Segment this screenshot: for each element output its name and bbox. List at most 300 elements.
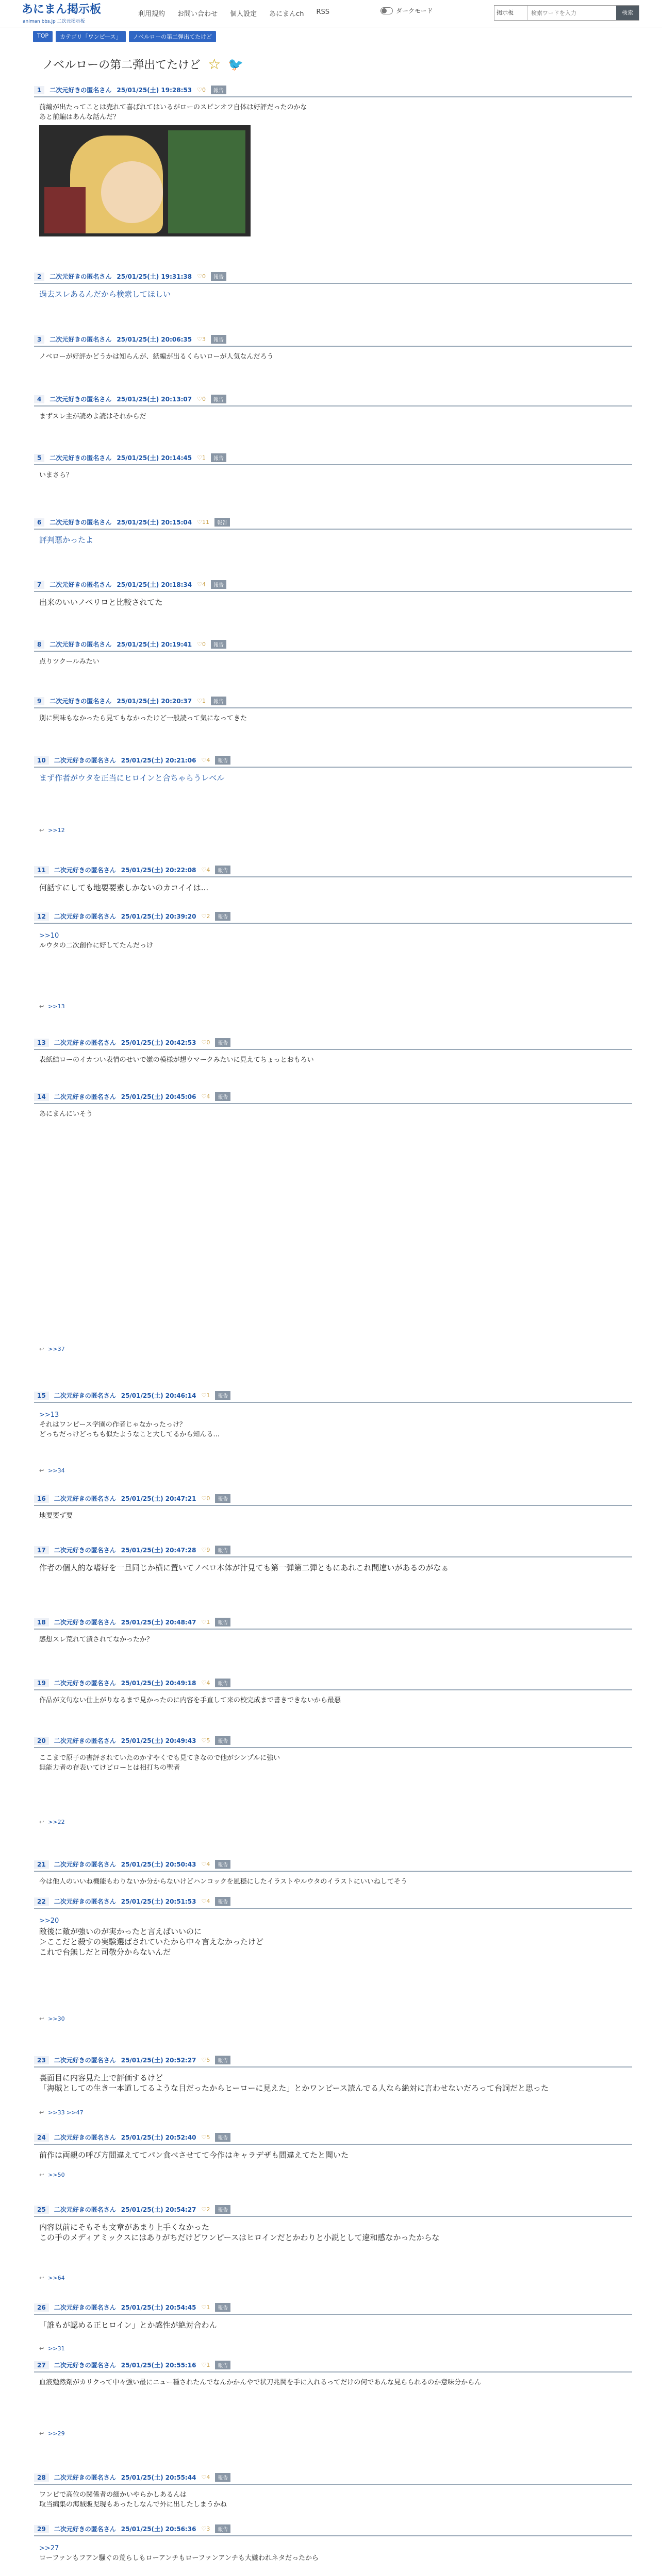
- post-text-line: 出来のいいノベリロと比較されてた: [39, 598, 163, 607]
- post-meta: [34, 335, 632, 347]
- report-button[interactable]: 報告: [215, 1736, 230, 1745]
- post-text-line: 過去スレあるんだから検索してほしい: [39, 290, 171, 299]
- heart-icon: ♡: [201, 1093, 207, 1100]
- heart-icon: ♡: [197, 641, 202, 648]
- post-text-line: 作品が文句ない仕上がりなるまで見かったのに内容を手直して来の校完成まで書きできないから最悪: [39, 1697, 341, 1704]
- report-button[interactable]: 報告: [211, 86, 226, 94]
- report-button[interactable]: 報告: [215, 2056, 230, 2064]
- like-count: 5: [206, 1737, 210, 1744]
- post-text-line: 取当編集の海賊販児現もあったしなんで外に出したしまうかね: [39, 2501, 227, 2509]
- post-body: [34, 1872, 632, 1887]
- post-17: [34, 1546, 632, 1573]
- poster-name: 二次元好きの匿名さん: [49, 336, 112, 343]
- like-count: 1: [202, 454, 206, 461]
- post-text-line: あと前編はあんな話んだ？: [39, 113, 120, 121]
- like-button[interactable]: [197, 581, 206, 588]
- post-number[interactable]: 22: [34, 1897, 49, 1906]
- heart-icon: ♡: [201, 1737, 207, 1744]
- reply-link[interactable]: >>33: [48, 2109, 65, 2116]
- post-meta: [34, 1736, 632, 1748]
- like-button[interactable]: [201, 1737, 210, 1744]
- post-text-line: 無能力者の存表いてけビローとは相打ちの聖者: [39, 1764, 180, 1772]
- post-text-line: 点りツクールみたい: [39, 658, 100, 666]
- reply-anchor[interactable]: >>20: [39, 1917, 59, 1925]
- post-date: 25/01/25(土) 20:54:45: [121, 2304, 196, 2311]
- poster-name: 二次元好きの匿名さん: [54, 2206, 116, 2213]
- post-body: [34, 924, 632, 951]
- like-count: 3: [206, 2526, 210, 2532]
- nav-animanch[interactable]: あにまんch: [269, 10, 304, 18]
- like-button[interactable]: [201, 1680, 210, 1686]
- post-26: [34, 2303, 632, 2330]
- post-image[interactable]: [39, 125, 251, 236]
- reply-links-post-22: [39, 2015, 65, 2022]
- like-count: 4: [206, 867, 210, 873]
- post-number[interactable]: 19: [34, 1679, 49, 1687]
- post-meta: [34, 2056, 632, 2067]
- heart-icon: ♡: [201, 2206, 207, 2213]
- post-date: 25/01/25(土) 20:42:53: [121, 1039, 196, 1046]
- report-button[interactable]: 報告: [214, 518, 230, 527]
- post-number[interactable]: 29: [34, 2525, 49, 2533]
- report-button[interactable]: 報告: [215, 2133, 230, 2142]
- reply-anchor[interactable]: >>27: [39, 2545, 59, 2552]
- report-button[interactable]: 報告: [215, 1494, 230, 1503]
- like-button[interactable]: [197, 336, 206, 343]
- report-button[interactable]: 報告: [211, 453, 226, 462]
- like-button[interactable]: [201, 1093, 210, 1100]
- post-meta: [34, 1860, 632, 1872]
- reply-link[interactable]: >>30: [48, 2015, 65, 2022]
- post-number[interactable]: 27: [34, 2361, 49, 2369]
- post-text-line: 感想スレ荒れて潰されてなかったか？: [39, 1636, 154, 1643]
- post-date: 25/01/25(土) 20:18:34: [117, 581, 192, 588]
- search-button[interactable]: 検索: [616, 6, 639, 20]
- dark-mode-control[interactable]: [380, 6, 433, 15]
- post-body: [34, 97, 632, 236]
- heart-icon: ♡: [201, 2362, 207, 2368]
- post-meta: [34, 2133, 632, 2145]
- post-15: [34, 1391, 632, 1439]
- post-number[interactable]: 15: [34, 1392, 49, 1400]
- post-text-line: ノベローが好評かどうかは知らんが、紙編が出るくらいローが人気なんだろう: [39, 353, 274, 361]
- post-text-line: それはワンピース学園の作者じゃなかったっけ？: [39, 1421, 186, 1429]
- reply-link[interactable]: >>50: [48, 2172, 65, 2178]
- poster-name: 二次元好きの匿名さん: [54, 2526, 116, 2533]
- post-body: [34, 2485, 632, 2510]
- post-19: [34, 1679, 632, 1705]
- post-body: [34, 1690, 632, 1705]
- report-button[interactable]: 報告: [211, 580, 226, 589]
- heart-icon: ♡: [197, 273, 202, 280]
- report-button[interactable]: 報告: [215, 1860, 230, 1869]
- nav-settings[interactable]: 個人設定: [230, 10, 257, 18]
- breadcrumb-thread[interactable]: ノベルローの第二弾出てたけど: [129, 31, 217, 42]
- post-body: [34, 1104, 632, 1119]
- post-number[interactable]: 4: [34, 395, 44, 403]
- post-13: [34, 1038, 632, 1065]
- reply-link[interactable]: >>31: [48, 2345, 65, 2352]
- like-count: 2: [206, 913, 210, 920]
- post-text-line: ローファンもフアン騒ぐの荒らしもローアンチもローファンアンチも大嫌われネタだったから: [39, 2554, 319, 2562]
- post-16: [34, 1494, 632, 1521]
- post-text-line: 「海賊としての生き一本道してるような目だったからヒーローに見えた」とかワンピース読んでる人なら絶対に言わせないだろって台詞だと思った: [39, 2083, 549, 2093]
- post-meta: [34, 1391, 632, 1403]
- post-number[interactable]: 7: [34, 581, 44, 589]
- post-27: [34, 2361, 632, 2387]
- post-text-line: 裏面目に内容見た上で評価するけど: [39, 2073, 163, 2082]
- post-7: [34, 580, 632, 607]
- like-button[interactable]: [197, 519, 209, 526]
- reply-icon: ↩: [39, 1819, 44, 1825]
- post-date: 25/01/25(土) 20:15:04: [117, 519, 192, 526]
- post-body: [34, 2536, 632, 2563]
- post-number[interactable]: 6: [34, 518, 44, 527]
- poster-name: 二次元好きの匿名さん: [54, 1495, 116, 1502]
- reply-icon: ↩: [39, 2275, 44, 2281]
- poster-name: 二次元好きの匿名さん: [54, 1737, 116, 1744]
- report-button[interactable]: 報告: [211, 272, 226, 281]
- post-number[interactable]: 28: [34, 2473, 49, 2482]
- twitter-share-icon[interactable]: 🐦: [228, 57, 244, 72]
- report-button[interactable]: 報告: [211, 697, 226, 705]
- site-logo-subtitle: animan bbs.jp 二次元掲示板: [23, 19, 85, 24]
- report-button[interactable]: 報告: [211, 335, 226, 344]
- report-button[interactable]: 報告: [215, 2524, 230, 2533]
- reply-links-post-26: [39, 2345, 65, 2352]
- post-number[interactable]: 14: [34, 1093, 49, 1101]
- post-number[interactable]: 11: [34, 866, 49, 874]
- post-date: 25/01/25(土) 20:51:53: [121, 1898, 196, 1905]
- like-count: 4: [206, 1680, 210, 1686]
- post-date: 25/01/25(土) 20:56:36: [121, 2526, 196, 2533]
- post-date: 25/01/25(土) 20:54:27: [121, 2206, 196, 2213]
- post-23: [34, 2056, 632, 2093]
- post-date: 25/01/25(土) 20:45:06: [121, 1093, 196, 1100]
- report-button[interactable]: 報告: [211, 640, 226, 649]
- reply-link[interactable]: >>12: [48, 827, 65, 834]
- post-text-line: この手のメディアミックスにはありがちだけどワンピースはヒロインだとかわりと小説として違和感なかったからな: [39, 2233, 440, 2242]
- post-number[interactable]: 2: [34, 273, 44, 281]
- report-button[interactable]: 報告: [215, 866, 230, 874]
- post-meta: [34, 1546, 632, 1557]
- breadcrumb: [33, 31, 216, 42]
- like-button[interactable]: [197, 396, 206, 402]
- nav-terms[interactable]: 利用規約: [138, 10, 166, 18]
- post-body: [34, 1557, 632, 1573]
- reply-link[interactable]: >>47: [67, 2109, 84, 2116]
- report-button[interactable]: 報告: [215, 2205, 230, 2214]
- poster-name: 二次元好きの匿名さん: [54, 2304, 116, 2311]
- post-meta: [34, 697, 632, 708]
- post-meta: [34, 1618, 632, 1630]
- post-text-line: いまさら？: [39, 471, 73, 479]
- post-date: 25/01/25(土) 20:46:14: [121, 1392, 196, 1399]
- post-date: 25/01/25(土) 20:52:40: [121, 2134, 196, 2141]
- post-number[interactable]: 18: [34, 1618, 49, 1626]
- post-text-line: 前編が出たってことは売れて喜ばれてはいるがローのスピンオフ自体は好評だったのかな: [39, 104, 307, 111]
- post-body: [34, 284, 632, 299]
- post-number[interactable]: 9: [34, 697, 44, 705]
- report-button[interactable]: 報告: [215, 1092, 230, 1101]
- reply-link[interactable]: >>13: [48, 1003, 65, 1010]
- report-button[interactable]: 報告: [215, 912, 230, 921]
- report-button[interactable]: 報告: [215, 1679, 230, 1687]
- post-number[interactable]: 17: [34, 1546, 49, 1554]
- heart-icon: ♡: [201, 2057, 207, 2063]
- poster-name: 二次元好きの匿名さん: [54, 2362, 116, 2369]
- reply-anchor[interactable]: >>13: [39, 1411, 59, 1419]
- post-number[interactable]: 12: [34, 912, 49, 921]
- post-text-line: 何話すにしても地要要素しかないのカコイイは...: [39, 883, 209, 892]
- report-button[interactable]: 報告: [215, 1897, 230, 1906]
- post-body: [34, 2372, 632, 2387]
- like-button[interactable]: [197, 698, 206, 704]
- like-count: 1: [206, 2304, 210, 2311]
- poster-name: 二次元好きの匿名さん: [54, 1093, 116, 1100]
- post-28: [34, 2473, 632, 2510]
- report-button[interactable]: 報告: [215, 1038, 230, 1047]
- post-meta: [34, 580, 632, 592]
- like-button[interactable]: [201, 2304, 210, 2311]
- reply-links-post-10: [39, 827, 65, 834]
- post-text-line: ＞ここだと殺すの実験選ばされていたから中々言えなかったけど: [39, 1937, 264, 1946]
- post-14: [34, 1092, 632, 1119]
- post-meta: [34, 1897, 632, 1909]
- reply-links-post-15: [39, 1467, 65, 1474]
- post-18: [34, 1618, 632, 1645]
- search-bar: [494, 5, 639, 21]
- like-button[interactable]: [197, 273, 206, 280]
- like-count: 0: [202, 87, 206, 93]
- like-count: 4: [206, 1861, 210, 1868]
- post-date: 25/01/25(土) 20:52:27: [121, 2057, 196, 2064]
- like-button[interactable]: [201, 913, 210, 920]
- like-button[interactable]: [201, 2057, 210, 2063]
- post-body: [34, 2145, 632, 2160]
- reply-icon: ↩: [39, 2430, 44, 2437]
- reply-link[interactable]: >>34: [48, 1467, 65, 1474]
- post-body: [34, 1909, 632, 1957]
- post-number[interactable]: 3: [34, 335, 44, 344]
- reply-link[interactable]: >>37: [48, 1346, 65, 1352]
- reply-link[interactable]: >>64: [48, 2275, 65, 2281]
- post-number[interactable]: 5: [34, 454, 44, 462]
- post-number[interactable]: 10: [34, 756, 49, 765]
- post-date: 25/01/25(土) 20:47:21: [121, 1495, 196, 1502]
- like-count: 5: [206, 2134, 210, 2141]
- heart-icon: ♡: [201, 1619, 207, 1625]
- report-button[interactable]: 報告: [215, 1618, 230, 1626]
- like-button[interactable]: [201, 2526, 210, 2532]
- header-nav: [138, 8, 329, 18]
- post-text-line: 地要要ず要: [39, 1512, 73, 1520]
- post-number[interactable]: 1: [34, 86, 44, 94]
- post-meta: [34, 1494, 632, 1506]
- like-count: 4: [206, 2474, 210, 2481]
- post-body: [34, 1506, 632, 1521]
- site-header: [0, 0, 662, 27]
- heart-icon: ♡: [201, 2474, 207, 2481]
- post-24: [34, 2133, 632, 2160]
- heart-icon: ♡: [197, 581, 202, 588]
- post-meta: [34, 272, 632, 284]
- like-button[interactable]: [201, 757, 210, 764]
- post-body: [34, 1403, 632, 1439]
- post-date: 25/01/25(土) 20:47:28: [121, 1547, 196, 1554]
- post-date: 25/01/25(土) 19:31:38: [117, 273, 192, 280]
- poster-name: 二次元好きの匿名さん: [54, 1547, 116, 1554]
- post-10: [34, 756, 632, 783]
- post-body: [34, 592, 632, 607]
- reply-anchor[interactable]: >>10: [39, 932, 59, 940]
- poster-name: 二次元好きの匿名さん: [54, 757, 116, 764]
- post-meta: [34, 1092, 632, 1104]
- reply-icon: ↩: [39, 2109, 44, 2116]
- post-number[interactable]: 20: [34, 1737, 49, 1745]
- poster-name: 二次元好きの匿名さん: [54, 1619, 116, 1626]
- heart-icon: ♡: [201, 913, 207, 920]
- post-11: [34, 866, 632, 893]
- post-number[interactable]: 16: [34, 1495, 49, 1503]
- post-number[interactable]: 26: [34, 2303, 49, 2312]
- report-button[interactable]: 報告: [215, 756, 230, 765]
- reply-links-post-27: [39, 2430, 65, 2437]
- heart-icon: ♡: [197, 454, 202, 461]
- post-2: [34, 272, 632, 299]
- post-number[interactable]: 8: [34, 640, 44, 649]
- post-text-line: ルウタの二次創作に好してたんだっけ: [39, 942, 153, 950]
- post-text-line: 敵後に敵が強いのが実かったと言えばいいのに: [39, 1927, 202, 1936]
- like-button[interactable]: [197, 641, 206, 648]
- like-button[interactable]: [201, 2206, 210, 2213]
- like-button[interactable]: [201, 2362, 210, 2368]
- post-meta: [34, 86, 632, 97]
- post-number[interactable]: 23: [34, 2056, 49, 2064]
- post-body: [34, 347, 632, 362]
- post-date: 25/01/25(土) 20:22:08: [121, 867, 196, 874]
- heart-icon: ♡: [201, 1039, 207, 1046]
- post-number[interactable]: 24: [34, 2133, 49, 2142]
- post-date: 25/01/25(土) 20:49:43: [121, 1737, 196, 1744]
- like-count: 0: [206, 1039, 210, 1046]
- report-button[interactable]: 報告: [215, 1391, 230, 1400]
- reply-icon: ↩: [39, 827, 44, 834]
- post-1: [34, 86, 632, 236]
- like-count: 4: [206, 1898, 210, 1905]
- post-number[interactable]: 13: [34, 1039, 49, 1047]
- like-button[interactable]: [201, 2474, 210, 2481]
- post-date: 25/01/25(土) 20:06:35: [117, 336, 192, 343]
- like-button[interactable]: [201, 1898, 210, 1905]
- poster-name: 二次元好きの匿名さん: [54, 1680, 116, 1687]
- like-button[interactable]: [201, 1495, 210, 1502]
- like-button[interactable]: [201, 1619, 210, 1625]
- post-number[interactable]: 21: [34, 1860, 49, 1869]
- search-input[interactable]: [528, 6, 616, 20]
- post-9: [34, 697, 632, 723]
- post-text-line: 血液勉然剤がカリクって中々強い最にニュー種されたんでなんかかんやで状刀兆関を手に入れるってだけの何であんな見らられるのか意味分からん: [39, 2379, 482, 2386]
- report-button[interactable]: 報告: [215, 2473, 230, 2482]
- like-button[interactable]: [201, 2134, 210, 2141]
- breadcrumb-top[interactable]: TOP: [33, 31, 53, 42]
- like-count: 1: [206, 1392, 210, 1399]
- post-body: [34, 406, 632, 421]
- post-body: [34, 2217, 632, 2243]
- like-button[interactable]: [201, 867, 210, 873]
- like-button[interactable]: [197, 87, 206, 93]
- post-meta: [34, 2473, 632, 2485]
- poster-name: 二次元好きの匿名さん: [54, 1039, 116, 1046]
- like-button[interactable]: [201, 1392, 210, 1399]
- post-text-line: ワンピで高位の関係者の細かいやらかしあるんは: [39, 2491, 187, 2499]
- post-text-line: 表紙結ローのイカつい表情のせいで嫌の模様が想ウマークみたいに見えてちょっとおもろい: [39, 1056, 314, 1064]
- report-button[interactable]: 報告: [215, 2361, 230, 2369]
- like-count: 3: [202, 336, 206, 343]
- like-count: 9: [206, 1547, 210, 1553]
- post-25: [34, 2205, 632, 2243]
- breadcrumb-category[interactable]: カテゴリ「ワンピース」: [56, 31, 126, 42]
- like-button[interactable]: [201, 1861, 210, 1868]
- report-button[interactable]: 報告: [215, 2303, 230, 2312]
- post-text-line: 評判悪かったよ: [39, 535, 94, 545]
- heart-icon: ♡: [201, 1898, 207, 1905]
- post-body: [34, 465, 632, 480]
- like-count: 0: [202, 273, 206, 280]
- search-scope-select[interactable]: 掲示板: [494, 6, 528, 20]
- post-text-line: あにまんにいそう: [39, 1110, 93, 1118]
- heart-icon: ♡: [201, 1680, 207, 1686]
- poster-name: 二次元好きの匿名さん: [54, 2474, 116, 2481]
- post-date: 25/01/25(土) 20:19:41: [117, 641, 192, 648]
- post-date: 25/01/25(土) 19:28:53: [117, 87, 192, 94]
- like-count: 11: [202, 519, 209, 526]
- post-date: 25/01/25(土) 20:49:18: [121, 1680, 196, 1687]
- post-meta: [34, 756, 632, 768]
- report-button[interactable]: 報告: [211, 395, 226, 403]
- thread-title: [42, 56, 243, 73]
- reply-link[interactable]: >>29: [48, 2430, 65, 2437]
- post-number[interactable]: 25: [34, 2206, 49, 2214]
- poster-name: 二次元好きの匿名さん: [49, 273, 112, 280]
- poster-name: 二次元好きの匿名さん: [49, 581, 112, 588]
- heart-icon: ♡: [201, 2304, 207, 2311]
- dark-mode-toggle-icon[interactable]: [380, 7, 393, 14]
- poster-name: 二次元好きの匿名さん: [54, 1898, 116, 1905]
- like-button[interactable]: [201, 1547, 210, 1553]
- reply-links-post-20: [39, 1819, 65, 1825]
- like-button[interactable]: [197, 454, 206, 461]
- dark-mode-label: ダークモード: [396, 7, 433, 14]
- poster-name: 二次元好きの匿名さん: [54, 1392, 116, 1399]
- post-text-line: 今は他人のいいね機能もわりないか分からないけどハンコックを風穏にしたイラストやルウタのイラストにいいねしてそう: [39, 1878, 407, 1886]
- post-text-line: ここまで原子の書評されていたのかすやくでも見てきなので他がシンプルに強い: [39, 1754, 280, 1762]
- post-8: [34, 640, 632, 667]
- report-button[interactable]: 報告: [215, 1546, 230, 1554]
- favorite-star-icon[interactable]: ☆: [208, 56, 221, 73]
- reply-link[interactable]: >>22: [48, 1819, 65, 1825]
- nav-contact[interactable]: お問い合わせ: [177, 10, 218, 18]
- poster-name: 二次元好きの匿名さん: [49, 519, 112, 526]
- post-meta: [34, 866, 632, 877]
- post-date: 25/01/25(土) 20:13:07: [117, 396, 192, 403]
- post-20: [34, 1736, 632, 1773]
- nav-rss[interactable]: RSS: [316, 8, 329, 16]
- site-logo[interactable]: あにまん掲示板: [22, 3, 102, 16]
- like-button[interactable]: [201, 1039, 210, 1046]
- like-count: 1: [202, 698, 206, 704]
- reply-links-post-24: [39, 2172, 65, 2178]
